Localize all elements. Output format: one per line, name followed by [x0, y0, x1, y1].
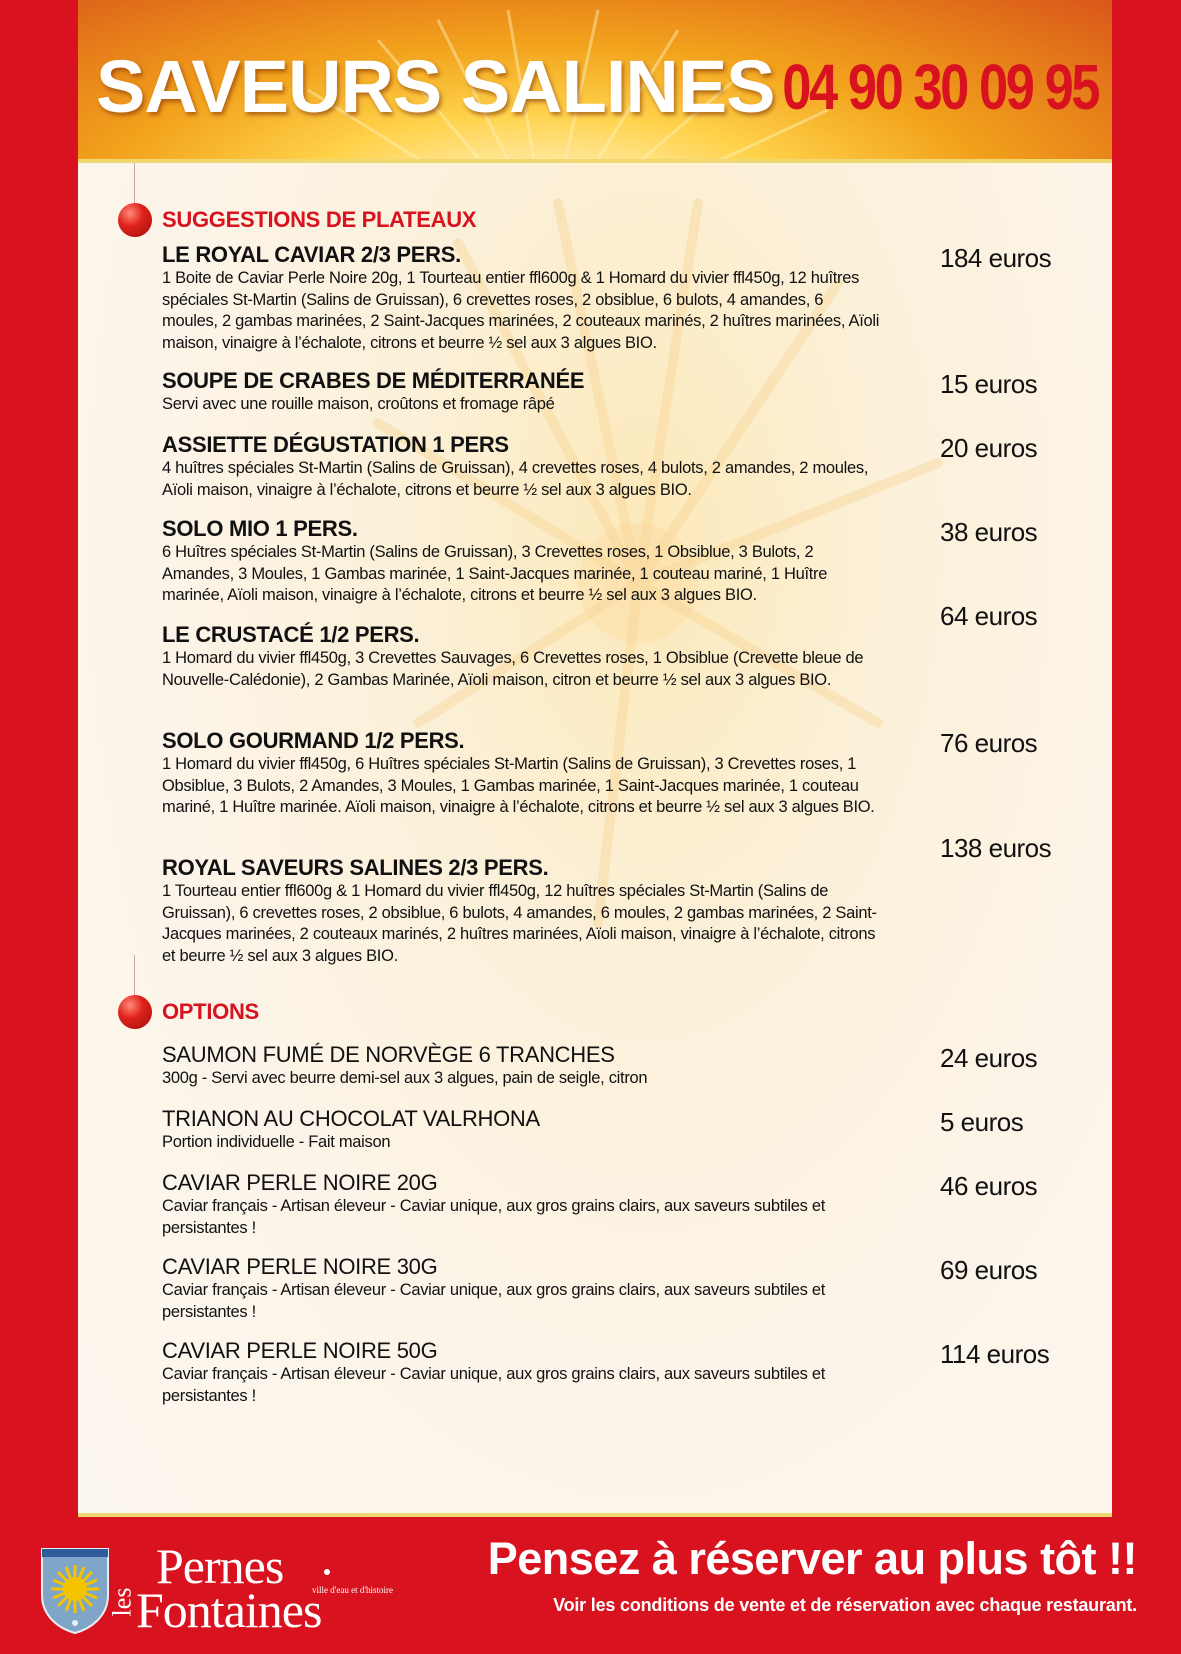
menu-item: [162, 1171, 882, 1239]
item-price: 64 euros: [940, 601, 1038, 631]
item-name: TRIANON AU CHOCOLAT VALRHONA: [162, 1106, 540, 1131]
item-description: Caviar français - Artisan éleveur - Caviar unique, aux gros grains clairs, aux saveurs subtiles et persistantes !: [162, 1365, 825, 1405]
logo-dot-icon: [324, 1569, 330, 1575]
item-name: ASSIETTE DÉGUSTATION 1 PERS: [162, 432, 509, 457]
item-description: 1 Homard du vivier ffl450g, 3 Crevettes Sauvages, 6 Crevettes roses, 1 Obsiblue (Crevette bleue de Nouvelle-Calédonie), 2 Gambas Marinée, Aïoli maison, citron et beurre ½ sel aux 3 algues BIO.: [162, 649, 864, 689]
header-banner: [78, 0, 1112, 163]
cta-main: Pensez à réserver au plus tôt !!: [487, 1533, 1137, 1584]
section-title: OPTIONS: [162, 999, 259, 1024]
menu-item: [162, 433, 882, 501]
menu-item: [162, 729, 882, 819]
menu-item: [162, 1255, 882, 1323]
item-name: LE ROYAL CAVIAR 2/3 PERS.: [162, 242, 461, 267]
menu-item: [162, 1043, 882, 1090]
item-price: 24 euros: [940, 1043, 1038, 1073]
item-price: 38 euros: [940, 517, 1038, 547]
menu-item: [162, 243, 882, 354]
section-header-plateaux: [118, 203, 476, 237]
item-description: 1 Tourteau entier ffl600g & 1 Homard du vivier ffl450g, 12 huîtres spéciales St-Martin (Salins de Gruissan), 6 crevettes roses, 2 obsiblue, 6 bulots, 4 amandes, 6 moules, 2 gambas marinées, 2 Saint-Jacques marinées, 2 couteaux marinés, 2 huîtres marinées, Aïoli maison, vinaigre à l’échalote, citrons et beurre ½ sel aux 3 algues BIO.: [162, 882, 877, 965]
item-name: LE CRUSTACÉ 1/2 PERS.: [162, 622, 420, 647]
item-price: 15 euros: [940, 369, 1038, 399]
item-name: SOUPE DE CRABES DE MÉDITERRANÉE: [162, 368, 585, 393]
logo-les: les: [107, 1587, 137, 1617]
item-price: 46 euros: [940, 1171, 1038, 1201]
item-description: 300g - Servi avec beurre demi-sel aux 3 algues, pain de seigle, citron: [162, 1069, 648, 1087]
logo-pernes: Pernes: [156, 1538, 284, 1594]
item-description: 6 Huîtres spéciales St-Martin (Salins de Gruissan), 3 Crevettes roses, 1 Obsiblue, 3 Bulots, 2 Amandes, 3 Moules, 1 Gambas marinée, 1 Saint-Jacques marinée, 1 couteau mariné, 1 Huître marinée, Aïoli maison, vinaigre à l’échalote, citrons et beurre ½ sel aux 3 algues BIO.: [162, 543, 828, 604]
item-price: 5 euros: [940, 1107, 1024, 1137]
cta-sub: Voir les conditions de vente et de réservation avec chaque restaurant.: [553, 1595, 1137, 1615]
item-price: 76 euros: [940, 728, 1038, 758]
item-description: Servi avec une rouille maison, croûtons et fromage râpé: [162, 395, 555, 413]
item-price: 114 euros: [940, 1339, 1050, 1369]
item-name: CAVIAR PERLE NOIRE 20G: [162, 1170, 438, 1195]
item-price: 20 euros: [940, 433, 1038, 463]
shield-sun-icon: [40, 1545, 110, 1635]
item-name: SAUMON FUMÉ DE NORVÈGE 6 TRANCHES: [162, 1042, 615, 1067]
page-title: SAVEURS SALINES: [96, 45, 775, 128]
section-header-options: [118, 995, 259, 1029]
logo-tagline: ville d'eau et d'histoire: [312, 1585, 393, 1595]
item-price: 138 euros: [940, 833, 1052, 863]
item-name: ROYAL SAVEURS SALINES 2/3 PERS.: [162, 855, 549, 880]
footer: [0, 1513, 1181, 1654]
section-title: SUGGESTIONS DE PLATEAUX: [162, 207, 477, 232]
menu-item: [162, 369, 882, 416]
item-name: CAVIAR PERLE NOIRE 50G: [162, 1338, 438, 1363]
item-description: 4 huîtres spéciales St-Martin (Salins de Gruissan), 4 crevettes roses, 4 bulots, 2 amandes, 2 moules, Aïoli maison, vinaigre à l’échalote, citrons et beurre ½ sel aux 3 algues BIO.: [162, 459, 869, 499]
menu-item: [162, 623, 882, 691]
logo-wordmark: [107, 1538, 393, 1638]
item-description: 1 Boite de Caviar Perle Noire 20g, 1 Tourteau entier ffl600g & 1 Homard du vivier ffl450g, 12 huîtres spéciales St-Martin (Salins de Gruissan), 6 crevettes roses, 2 obsiblue, 6 bulots, 4 amandes, 6 moules, 2 gambas marinées, 2 Saint-Jacques marinées, 2 couteaux marinés, 2 huîtres marinées, Aïoli maison, vinaigre à l’échalote, citrons et beurre ½ sel aux 3 algues BIO.: [162, 269, 880, 352]
town-logo[interactable]: [40, 1538, 393, 1638]
item-name: SOLO MIO 1 PERS.: [162, 516, 358, 541]
menu-item: [162, 1339, 882, 1407]
item-price: 69 euros: [940, 1255, 1038, 1285]
menu-item: [162, 1107, 882, 1154]
christmas-ornament-icon: [118, 203, 152, 237]
reservation-callout: [488, 1533, 1137, 1616]
christmas-ornament-icon: [118, 995, 152, 1029]
item-description: Caviar français - Artisan éleveur - Caviar unique, aux gros grains clairs, aux saveurs subtiles et persistantes !: [162, 1197, 825, 1237]
menu-item: [162, 856, 882, 967]
item-name: SOLO GOURMAND 1/2 PERS.: [162, 728, 465, 753]
item-description: Portion individuelle - Fait maison: [162, 1133, 391, 1151]
item-description: 1 Homard du vivier ffl450g, 6 Huîtres spéciales St-Martin (Salins de Gruissan), 3 Crevettes roses, 1 Obsiblue, 3 Bulots, 2 Amandes, 3 Moules, 1 Gambas marinée, 1 Saint-Jacques marinée, 1 couteau mariné, 1 Huître marinée. Aïoli maison, vinaigre à l’échalote, citrons et beurre ½ sel aux 3 algues BIO.: [162, 755, 875, 816]
menu-content: [78, 163, 1112, 1513]
item-price: 184 euros: [940, 243, 1052, 273]
menu-item: [162, 517, 882, 607]
item-name: CAVIAR PERLE NOIRE 30G: [162, 1254, 438, 1279]
item-description: Caviar français - Artisan éleveur - Caviar unique, aux gros grains clairs, aux saveurs subtiles et persistantes !: [162, 1281, 825, 1321]
phone-number[interactable]: 04 90 30 09 95: [782, 51, 1098, 123]
logo-fontaines: Fontaines: [136, 1582, 322, 1638]
